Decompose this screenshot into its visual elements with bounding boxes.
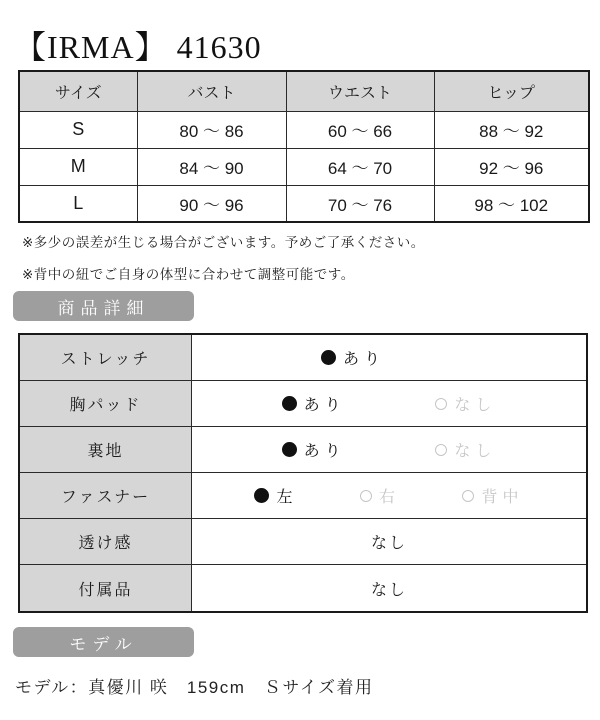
size-table [18,70,590,223]
detail-label-lining: 裏地 [20,427,192,472]
size-table-header-row [19,71,589,111]
section-header-product-details: 商品詳細 [13,291,194,321]
size-l-waist: 70 ～ 76 [286,185,434,222]
size-l-bust: 90 ～ 96 [137,185,286,222]
option-fastener-back: 背中 [462,484,523,507]
size-s-hip: 88 ～ 92 [434,111,589,148]
radio-selected-icon [321,350,336,365]
size-m-hip: 92 ～ 96 [434,148,589,185]
detail-label-chest-pad: 胸パッド [20,381,192,426]
note-tolerance: ※多少の誤差が生じる場合がございます。予めご了承ください。 [22,235,425,250]
size-m-bust: 84 ～ 90 [137,148,286,185]
option-chest-pad-nashi: なし [435,392,496,415]
size-m-cell: M [19,148,137,185]
detail-row-stretch [20,335,586,381]
size-s-bust: 80 ～ 86 [137,111,286,148]
detail-label-sheerness: 透け感 [20,519,192,564]
detail-row-chest-pad [20,381,586,427]
size-s-cell: S [19,111,137,148]
radio-selected-icon [282,442,297,457]
radio-selected-icon [254,488,269,503]
model-info-text: モデル：真優川 咲 159cm Ｓサイズ着用 [15,678,374,697]
option-stretch-ari: あり [321,346,385,369]
detail-row-lining [20,427,586,473]
detail-row-fastener [20,473,586,519]
table-row [19,185,589,222]
detail-label-accessories: 付属品 [20,565,192,611]
size-l-cell: L [19,185,137,222]
bust-column-header: バスト [137,71,286,111]
size-s-waist: 60 ～ 66 [286,111,434,148]
accessories-value: なし [370,581,407,599]
option-lining-ari: あり [282,438,346,461]
sheerness-value: なし [370,535,407,552]
product-details-table [18,333,588,613]
detail-label-fastener: ファスナー [20,473,192,518]
waist-column-header: ウエスト [286,71,434,111]
size-m-waist: 64 ～ 70 [286,148,434,185]
size-l-hip: 98 ～ 102 [434,185,589,222]
hip-column-header: ヒップ [434,71,589,111]
radio-unselected-icon [435,398,447,410]
size-notes [22,231,425,295]
detail-label-stretch: ストレッチ [20,335,192,380]
radio-unselected-icon [435,444,447,456]
option-fastener-right: 右 [360,484,400,507]
radio-unselected-icon [462,490,474,502]
detail-row-sheerness [20,519,586,565]
option-fastener-left: 左 [254,484,297,507]
table-row [19,111,589,148]
radio-selected-icon [282,396,297,411]
option-chest-pad-ari: あり [282,392,346,415]
note-adjustable: ※背中の紐でご自身の体型に合わせて調整可能です。 [22,267,355,282]
section-header-model: モデル [13,627,194,657]
size-column-header: サイズ [19,71,137,111]
detail-row-accessories [20,565,586,611]
option-lining-nashi: なし [435,438,496,461]
radio-unselected-icon [360,490,372,502]
page-title: 【IRMA】 41630 [14,29,262,65]
table-row [19,148,589,185]
